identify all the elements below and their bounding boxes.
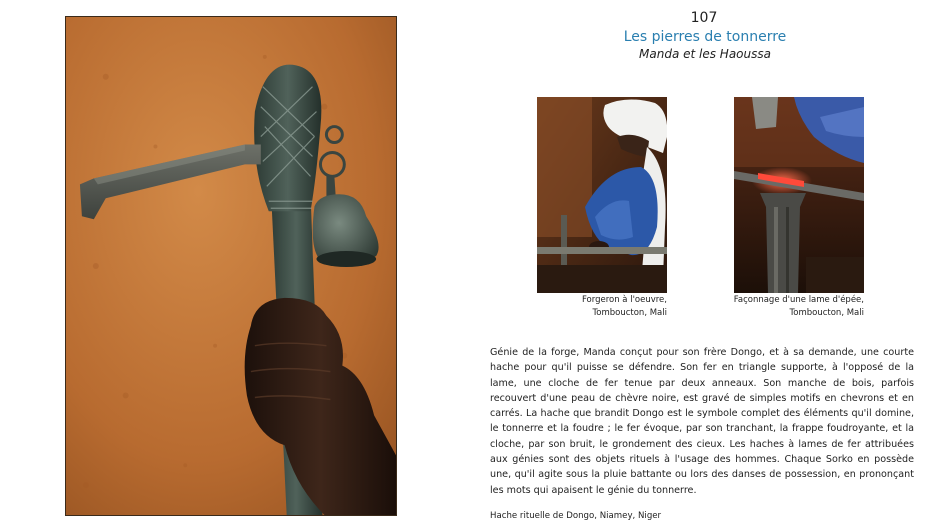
caption-blacksmith — [537, 294, 667, 320]
photo-sword-blade-shaping — [734, 97, 864, 293]
caption-sword-blade-line2: Tomboucton, Mali — [789, 308, 864, 318]
caption-sword-blade-line1: Façonnage d'une lame d'épée, — [733, 295, 864, 305]
body-paragraph: Génie de la forge, Manda conçut pour son frère Dongo, et à sa demande, une courte hache pour qu'il puisse se défendre. Son fer en triangle supporte, à l'opposé de la lame, une cloche de fer tenue par deux anneaux. Son manche de bois, parfois recouvert d'une peau de chèvre noire, est gravé de simples motifs en chevrons et en carrés. La hache que brandit Dongo est le symbole complet des éléments qu'il domine, le tonnerre et la foudre ; le fer évoque, par son tranchant, la frappe foudroyante, et la cloche, par son bruit, le grondement des cieux. Les haches à lames de fer attribuées aux génies sont des objets rituels à l'usage des hommes. Chaque Sorko en possède une, qu'il agite sous la pluie battante ou lors des danses de possession, en prononçant les mots qui apaisent le génie du tonnerre. — [490, 347, 914, 496]
caption-blacksmith-line1: Forgeron à l'oeuvre, — [581, 295, 667, 305]
main-photo-ritual-axe — [65, 16, 397, 516]
main-photo-caption: Hache rituelle de Dongo, Niamey, Niger — [490, 511, 662, 521]
chapter-title: Les pierres de tonnerre — [623, 29, 787, 45]
photo-blacksmith — [537, 97, 667, 293]
caption-sword-blade — [720, 294, 864, 320]
chapter-subtitle: Manda et les Haoussa — [639, 47, 771, 61]
caption-blacksmith-line2: Tomboucton, Mali — [592, 308, 667, 318]
page-number: 107 — [690, 10, 718, 26]
